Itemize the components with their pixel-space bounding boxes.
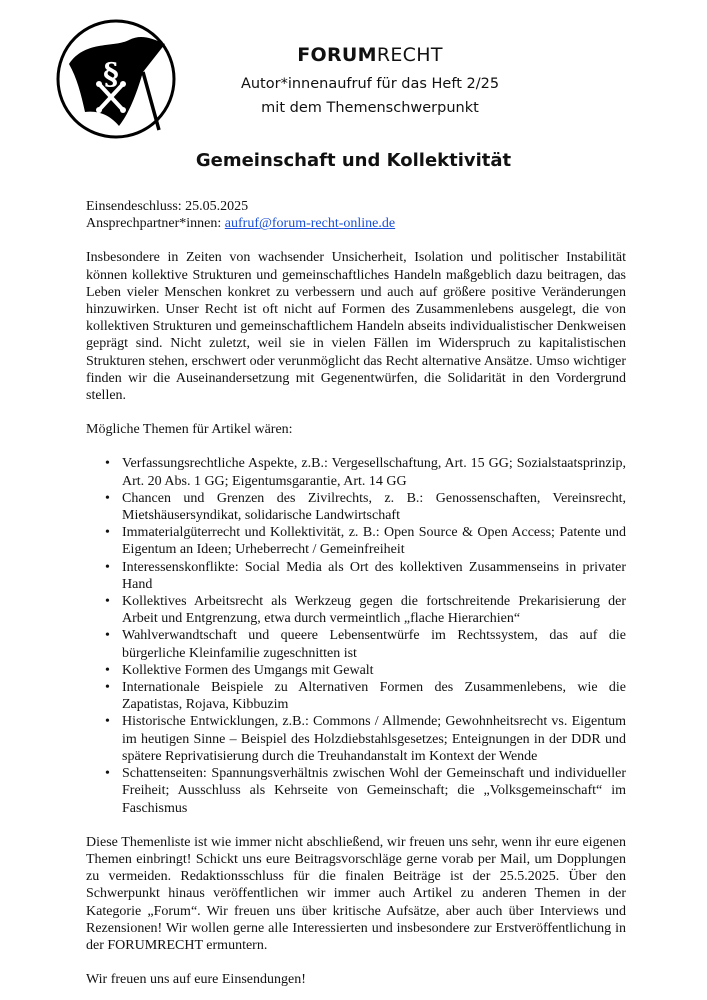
header-line-1: Autor*innenaufruf für das Heft 2/25 xyxy=(240,76,500,92)
list-item: • Verfassungsrechtliche Aspekte, z.B.: Vergesellschaftung, Art. 15 GG; Sozialstaatsprinzip, Art. 20 Abs. 1 GG; Eigentumsgarantie, Art. 14 GG xyxy=(86,455,626,489)
page-title: Gemeinschaft und Kollektivität xyxy=(195,150,512,171)
brand-name xyxy=(210,44,530,66)
topics-list xyxy=(86,455,626,816)
list-item: • Historische Entwicklungen, z.B.: Commons / Allmende; Gewohnheitsrecht vs. Eigentum im heutigen Sinne – Beispiel des Holzdiebstahlsgesetzes; Enteignungen in der DDR und spätere Reprivatisierung durch die Treuhandanstalt im Kontext der Wende xyxy=(86,713,626,765)
brand-bold: FORUM xyxy=(297,44,377,66)
meta-block xyxy=(86,198,626,232)
deadline: Einsendeschluss: 25.05.2025 xyxy=(86,199,249,214)
list-item: • Chancen und Grenzen des Zivilrechts, z. B.: Genossenschaften, Vereinsrecht, Mietshäusersyndikat, solidarische Landwirtschaft xyxy=(86,490,626,524)
list-item: • Interessenskonflikte: Social Media als Ort des kollektiven Zusammenseins in privater Hand xyxy=(86,559,626,593)
contact-line xyxy=(86,215,626,232)
paragraph-sign-icon: § xyxy=(103,57,119,92)
brand-rest: RECHT xyxy=(376,44,443,66)
signoff: Wir freuen uns auf eure Einsendungen! xyxy=(86,972,306,988)
header xyxy=(210,44,530,116)
list-item: • Immaterialgüterrecht und Kollektivität, z. B.: Open Source & Open Access; Patente und Eigentum an Ideen; Urheberrecht / Gemeinfreiheit xyxy=(86,524,626,558)
header-line-2: mit dem Themenschwerpunkt xyxy=(261,100,479,116)
list-item: • Internationale Beispiele zu Alternativen Formen des Zusammenlebens, wie die Zapatistas, Rojava, Kibbuzim xyxy=(86,679,626,713)
list-item: • Kollektive Formen des Umgangs mit Gewalt xyxy=(86,662,626,679)
list-item: • Schattenseiten: Spannungsverhältnis zwischen Wohl der Gemeinschaft und individueller Freiheit; Ausschluss als Kehrseite von Gemeinschaft; die „Volksgemeinschaft“ im Faschismus xyxy=(86,765,626,817)
contact-label: Ansprechpartner*innen: xyxy=(86,216,225,232)
list-item: • Wahlverwandtschaft und queere Lebensentwürfe im Rechtssystem, das auf die bürgerliche Kleinfamilie zugeschnitten ist xyxy=(86,627,626,661)
list-item: • Kollektives Arbeitsrecht als Werkzeug gegen die fortschreitende Prekarisierung der Arbeit und Entgrenzung, etwa durch vermeintlich „flache Hierarchien“ xyxy=(86,593,626,627)
forumrecht-flag-logo xyxy=(55,18,177,140)
intro-paragraph: Insbesondere in Zeiten von wachsender Unsicherheit, Isolation und politischer Instabilität können kollektive Strukturen und gemeinschaftliches Handeln maßgeblich dazu beitragen, das Leben vieler Menschen konkret zu verbessern und auch auf größere positive Veränderungen hinzuwirken. Unser Recht ist oft nicht auf Formen des Zusammenlebens ausgelegt, die von kollektiven Strukturen und gemeinschaftlichem Handeln abseits individualistischer Denkweisen geprägt sind. Nicht zuletzt, weil sie in vielen Fällen im Widerspruch zu kapitalistischen Strukturen stehen, erschwert oder verunmöglicht das Recht alternative Ansätze. Umso wichtiger finden wir die Auseinandersetzung mit Gegenentwürfen, die Solidarität in den Vordergrund stellen. xyxy=(86,250,626,404)
document-body xyxy=(86,198,626,988)
closing-paragraph: Diese Themenliste ist wie immer nicht abschließend, wir freuen uns sehr, wenn ihr eure eigenen Themen einbringt! Schickt uns eure Beitragsvorschläge gerne vorab per Mail, um Dopplungen zu vermeiden. Redaktionsschluss für die finalen Beiträge ist der 25.5.2025. Über den Schwerpunkt hinaus veröffentlichen wir immer auch Artikel zu anderen Themen in der Kategorie „Forum“. Wir freuen uns über kritische Aufsätze, aber auch über Interviews und Rezensionen! Wir wollen gerne alle Interessierten und insbesondere zur Erstveröffentlichung in der FORUMRECHT ermuntern. xyxy=(86,834,626,953)
topics-heading: Mögliche Themen für Artikel wären: xyxy=(86,422,293,438)
contact-email-link[interactable]: aufruf@forum-recht-online.de xyxy=(224,216,396,232)
